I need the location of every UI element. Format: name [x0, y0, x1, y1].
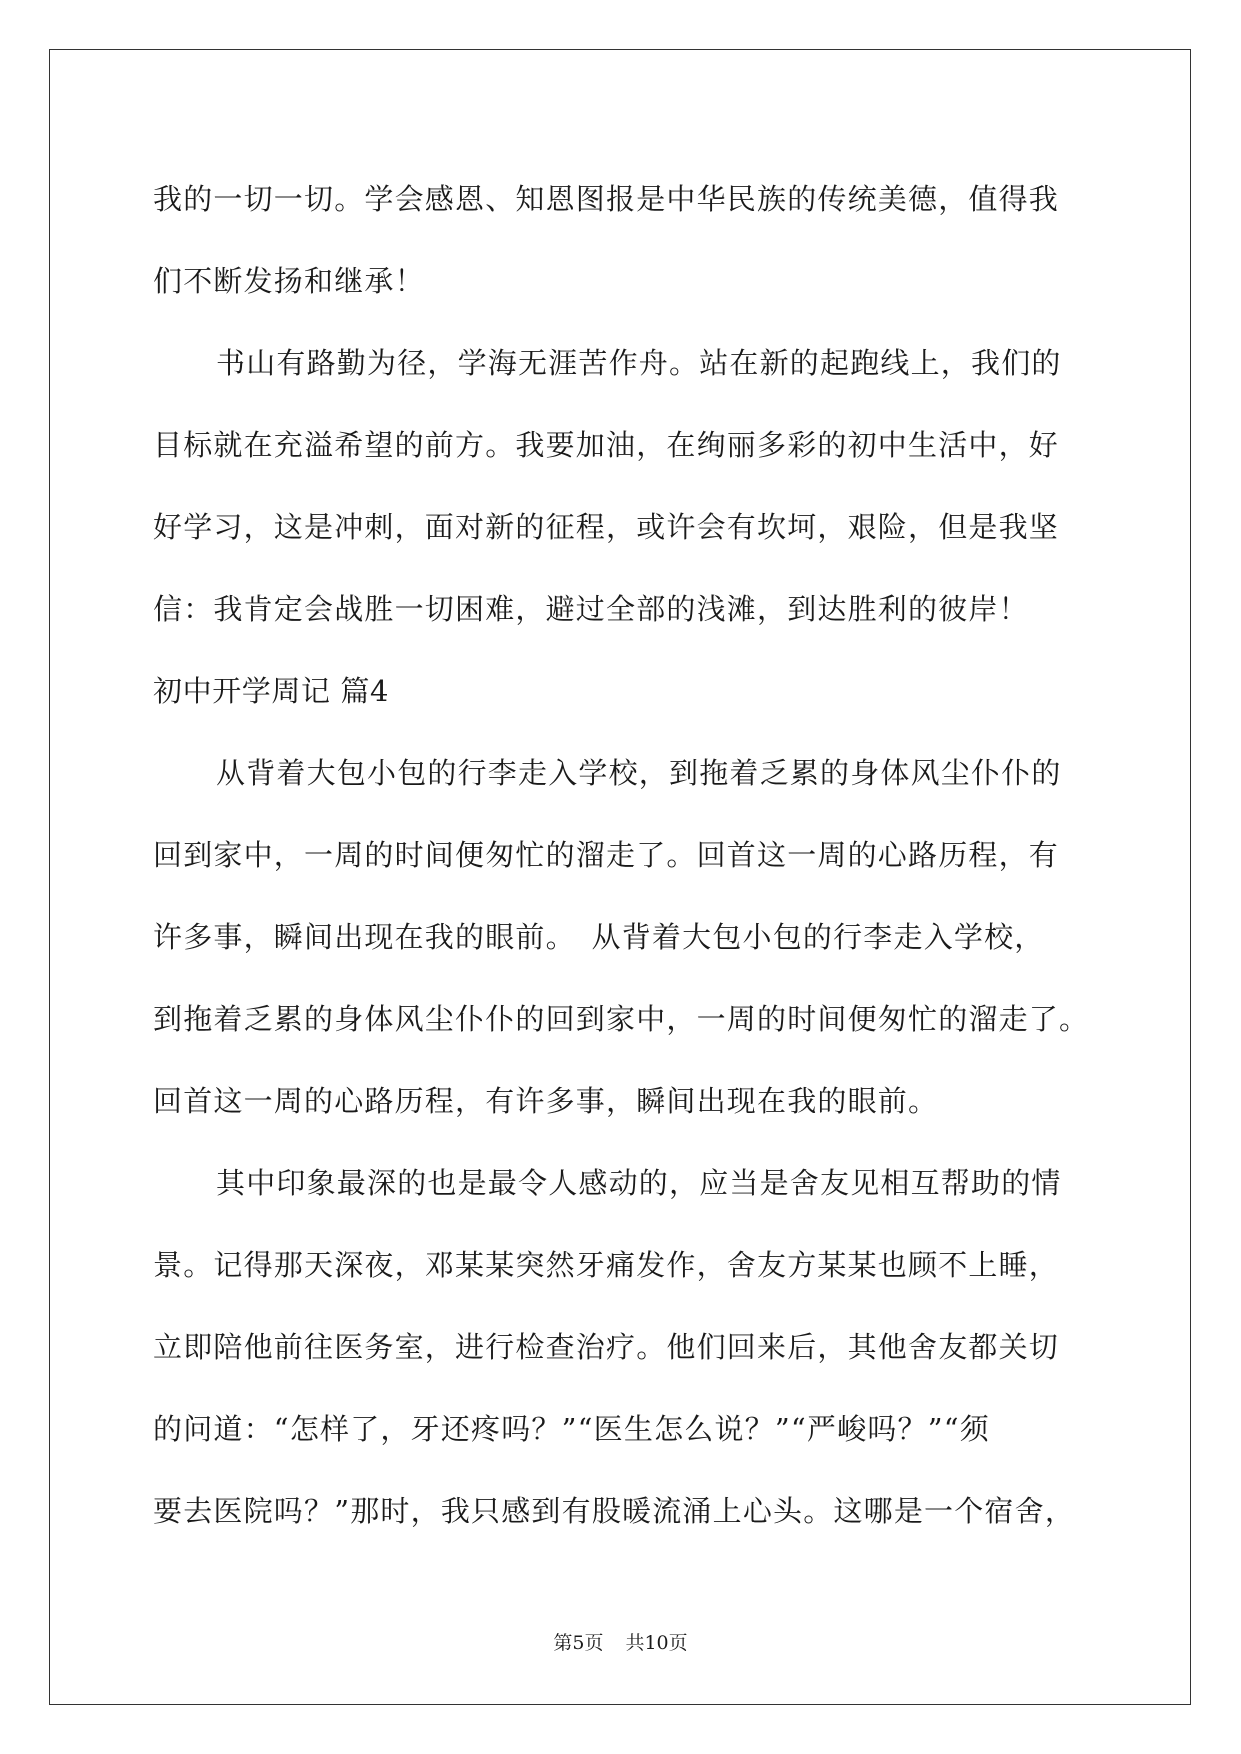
text-line: 的问道：“怎样了，牙还疼吗？”“医生怎么说？”“严峻吗？”“须 [153, 1412, 990, 1446]
text-line: 要去医院吗？”那时，我只感到有股暖流涌上心头。这哪是一个宿舍， [153, 1494, 1076, 1528]
text-line: 从背着大包小包的行李走入学校，到拖着乏累的身体风尘仆仆的 [216, 756, 1062, 790]
section-heading: 初中开学周记 篇4 [153, 674, 390, 708]
text-line: 我的一切一切。学会感恩、知恩图报是中华民族的传统美德，值得我 [153, 182, 1060, 216]
text-line: 好学习，这是冲刺，面对新的征程，或许会有坎坷，艰险，但是我坚 [153, 510, 1060, 544]
text-line: 到拖着乏累的身体风尘仆仆的回到家中，一周的时间便匆忙的溜走了。 [153, 1002, 1090, 1036]
page-number: 第5页 [553, 1632, 604, 1654]
document-body [153, 158, 1113, 1552]
text-line: 其中印象最深的也是最令人感动的，应当是舍友见相互帮助的情 [216, 1166, 1062, 1200]
text-line: 景。记得那天深夜，邓某某突然牙痛发作，舍友方某某也顾不上睡， [153, 1248, 1060, 1282]
text-line: 回到家中，一周的时间便匆忙的溜走了。回首这一周的心路历程，有 [153, 838, 1060, 872]
page-total: 共10页 [625, 1632, 688, 1654]
text-line: 们不断发扬和继承！ [153, 264, 425, 298]
text-line: 书山有路勤为径，学海无涯苦作舟。站在新的起跑线上，我们的 [216, 346, 1062, 380]
text-line: 立即陪他前往医务室，进行检查治疗。他们回来后，其他舍友都关切 [153, 1330, 1060, 1364]
text-line: 目标就在充溢希望的前方。我要加油，在绚丽多彩的初中生活中，好 [153, 428, 1060, 462]
text-line: 回首这一周的心路历程，有许多事，瞬间出现在我的眼前。 [153, 1084, 939, 1118]
text-line: 信：我肯定会战胜一切困难，避过全部的浅滩，到达胜利的彼岸！ [153, 592, 1029, 626]
page-footer [0, 1630, 1241, 1656]
text-line: 许多事，瞬间出现在我的眼前。 从背着大包小包的行李走入学校， [153, 920, 1045, 954]
